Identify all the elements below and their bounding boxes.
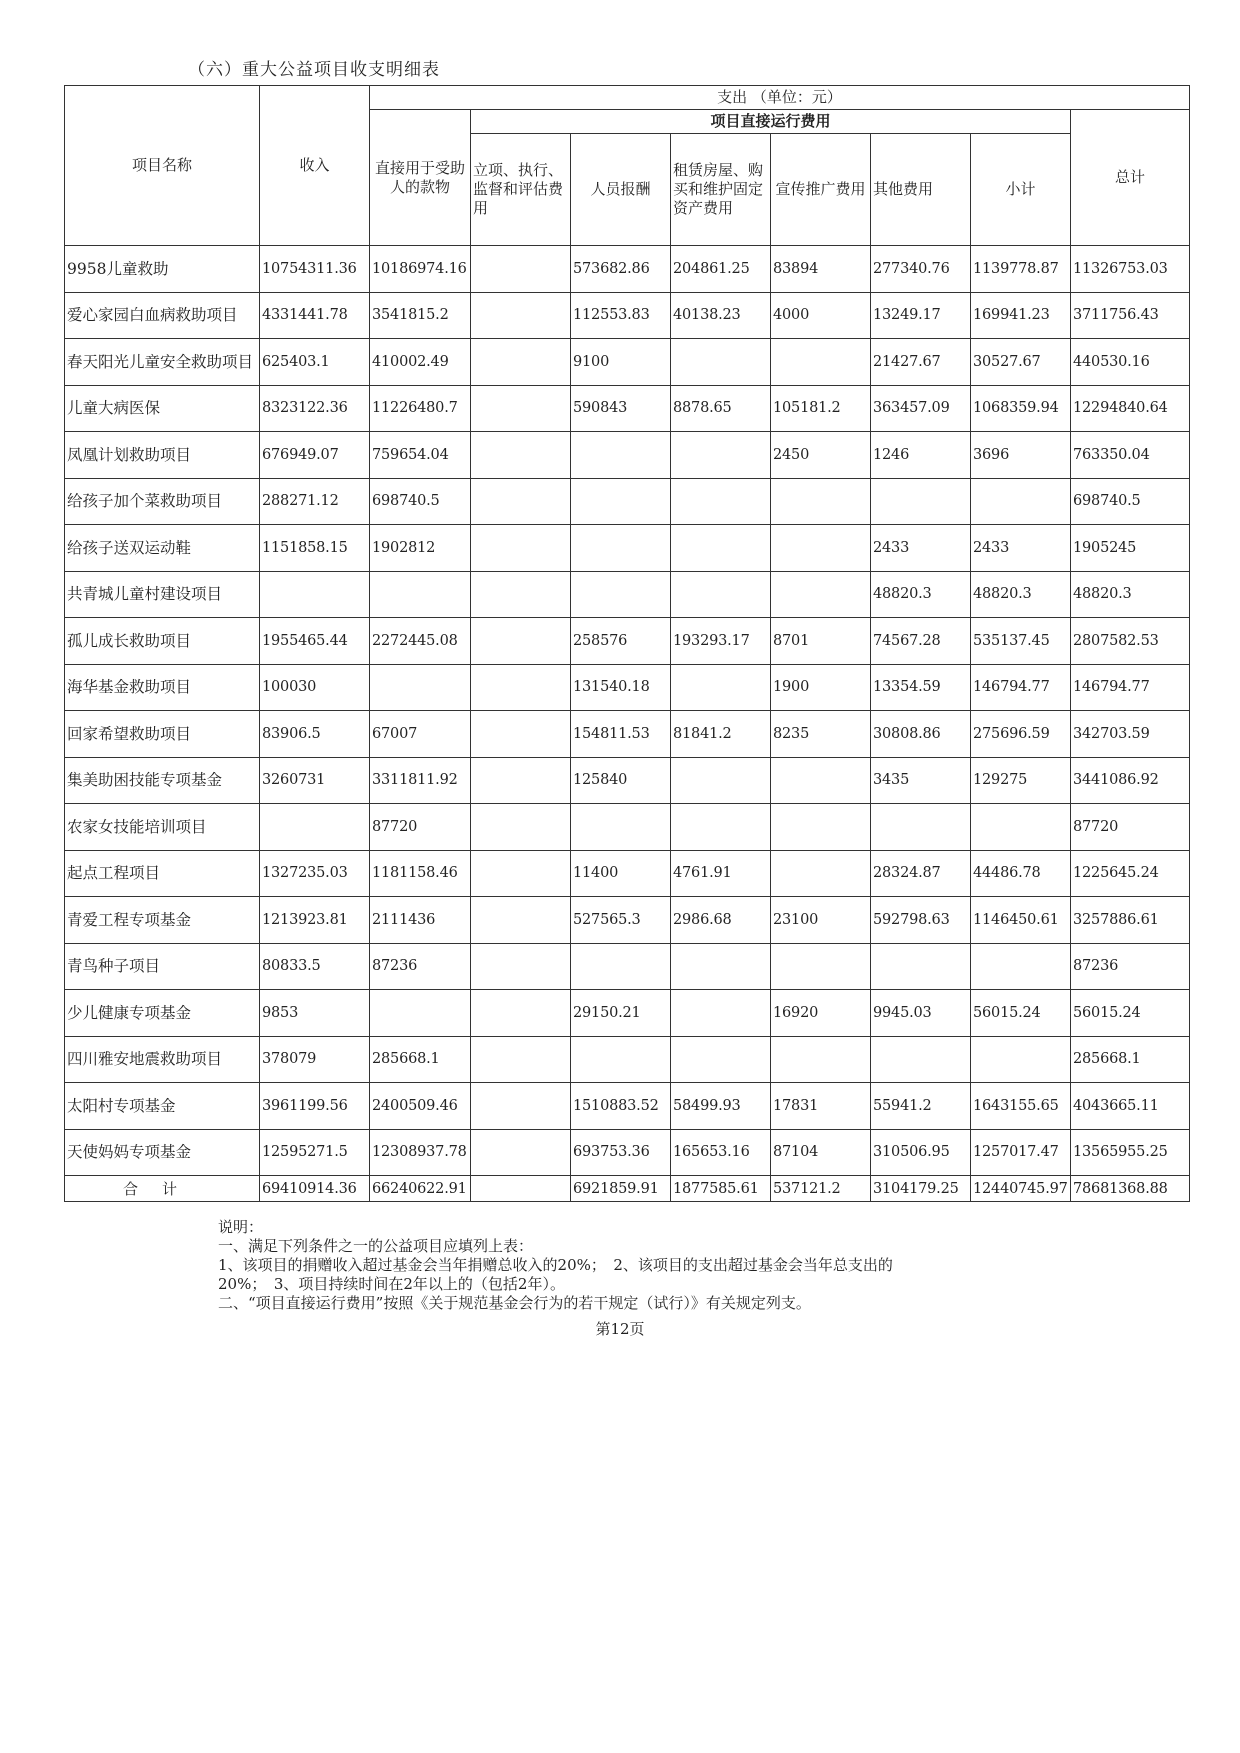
- totals-row: [65, 1176, 1190, 1202]
- eval-cell: [471, 1036, 571, 1083]
- notes-line: 1、该项目的捐赠收入超过基金会当年捐赠总收入的20%； 2、该项目的支出超过基金会当年总支出的: [218, 1256, 893, 1274]
- income-expense-table: [64, 85, 1190, 1202]
- table-row: [65, 432, 1190, 479]
- totals-label: 合计: [65, 1176, 260, 1202]
- project-name-cell: 四川雅安地震救助项目: [65, 1036, 260, 1083]
- eval-cell: [471, 1083, 571, 1130]
- project-name-cell: 凤凰计划救助项目: [65, 432, 260, 479]
- subtotal-cell: 535137.45: [971, 618, 1071, 665]
- income-cell: 1213923.81: [260, 897, 370, 944]
- table-row: [65, 292, 1190, 339]
- promo-cell: [771, 943, 871, 990]
- income-cell: 1327235.03: [260, 850, 370, 897]
- aid-cell: 10186974.16: [370, 246, 471, 293]
- header-total: 总计: [1071, 110, 1190, 246]
- subtotal-cell: 169941.23: [971, 292, 1071, 339]
- aid-cell: 3541815.2: [370, 292, 471, 339]
- other-cell: 30808.86: [871, 711, 971, 758]
- eval-cell: [471, 664, 571, 711]
- other-cell: [871, 1036, 971, 1083]
- total-cell: 3711756.43: [1071, 292, 1190, 339]
- rent-cell: 8878.65: [671, 385, 771, 432]
- notes-line: 二、“项目直接运行费用”按照《关于规范基金会行为的若干规定（试行）》有关规定列支。: [218, 1294, 811, 1312]
- other-cell: 277340.76: [871, 246, 971, 293]
- eval-cell: [471, 850, 571, 897]
- total-cell: 1905245: [1071, 525, 1190, 572]
- table-row: [65, 804, 1190, 851]
- staff-cell: 9100: [571, 339, 671, 386]
- header-other: 其他费用: [871, 134, 971, 246]
- table-row: [65, 943, 1190, 990]
- staff-cell: [571, 432, 671, 479]
- project-name-cell: 起点工程项目: [65, 850, 260, 897]
- rent-cell: [671, 990, 771, 1037]
- rent-cell: 193293.17: [671, 618, 771, 665]
- aid-cell: 2272445.08: [370, 618, 471, 665]
- project-name-cell: 农家女技能培训项目: [65, 804, 260, 851]
- other-cell: 55941.2: [871, 1083, 971, 1130]
- project-name-cell: 9958儿童救助: [65, 246, 260, 293]
- table-row: [65, 850, 1190, 897]
- income-cell: 100030: [260, 664, 370, 711]
- total-cell: 285668.1: [1071, 1036, 1190, 1083]
- aid-cell: 87720: [370, 804, 471, 851]
- other-cell: 13249.17: [871, 292, 971, 339]
- eval-cell: [471, 1129, 571, 1176]
- other-cell: 28324.87: [871, 850, 971, 897]
- total-other-cell: 3104179.25: [871, 1176, 971, 1202]
- eval-cell: [471, 478, 571, 525]
- other-cell: [871, 943, 971, 990]
- rent-cell: 81841.2: [671, 711, 771, 758]
- promo-cell: 83894: [771, 246, 871, 293]
- income-cell: 8323122.36: [260, 385, 370, 432]
- subtotal-cell: [971, 478, 1071, 525]
- table-row: [65, 571, 1190, 618]
- staff-cell: [571, 571, 671, 618]
- rent-cell: 2986.68: [671, 897, 771, 944]
- income-cell: 12595271.5: [260, 1129, 370, 1176]
- total-cell: 3441086.92: [1071, 757, 1190, 804]
- staff-cell: [571, 943, 671, 990]
- header-income: 收入: [260, 86, 370, 246]
- eval-cell: [471, 246, 571, 293]
- promo-cell: 23100: [771, 897, 871, 944]
- income-cell: 378079: [260, 1036, 370, 1083]
- other-cell: 592798.63: [871, 897, 971, 944]
- project-name-cell: 海华基金救助项目: [65, 664, 260, 711]
- eval-cell: [471, 897, 571, 944]
- project-name-cell: 青鸟种子项目: [65, 943, 260, 990]
- eval-cell: [471, 804, 571, 851]
- header-promotion: 宣传推广费用: [771, 134, 871, 246]
- aid-cell: [370, 664, 471, 711]
- project-name-cell: 儿童大病医保: [65, 385, 260, 432]
- table-row: [65, 478, 1190, 525]
- total-cell: 1225645.24: [1071, 850, 1190, 897]
- staff-cell: 573682.86: [571, 246, 671, 293]
- promo-cell: [771, 339, 871, 386]
- notes-line: 20%； 3、项目持续时间在2年以上的（包括2年）。: [218, 1275, 565, 1293]
- aid-cell: 11226480.7: [370, 385, 471, 432]
- other-cell: 13354.59: [871, 664, 971, 711]
- rent-cell: [671, 432, 771, 479]
- staff-cell: [571, 804, 671, 851]
- other-cell: 3435: [871, 757, 971, 804]
- promo-cell: 4000: [771, 292, 871, 339]
- other-cell: 21427.67: [871, 339, 971, 386]
- project-name-cell: 孤儿成长救助项目: [65, 618, 260, 665]
- total-cell: 12294840.64: [1071, 385, 1190, 432]
- header-subtotal: 小计: [971, 134, 1071, 246]
- eval-cell: [471, 757, 571, 804]
- rent-cell: [671, 664, 771, 711]
- total-cell: 342703.59: [1071, 711, 1190, 758]
- project-name-cell: 天使妈妈专项基金: [65, 1129, 260, 1176]
- rent-cell: [671, 571, 771, 618]
- subtotal-cell: 1643155.65: [971, 1083, 1071, 1130]
- staff-cell: 1510883.52: [571, 1083, 671, 1130]
- aid-cell: 87236: [370, 943, 471, 990]
- eval-cell: [471, 385, 571, 432]
- eval-cell: [471, 432, 571, 479]
- total-total-cell: 78681368.88: [1071, 1176, 1190, 1202]
- total-cell: 763350.04: [1071, 432, 1190, 479]
- eval-cell: [471, 339, 571, 386]
- other-cell: [871, 478, 971, 525]
- staff-cell: 154811.53: [571, 711, 671, 758]
- page-number: 第12页: [595, 1320, 645, 1338]
- income-cell: 80833.5: [260, 943, 370, 990]
- income-cell: 3260731: [260, 757, 370, 804]
- other-cell: 363457.09: [871, 385, 971, 432]
- aid-cell: 698740.5: [370, 478, 471, 525]
- income-cell: 676949.07: [260, 432, 370, 479]
- promo-cell: 105181.2: [771, 385, 871, 432]
- subtotal-cell: [971, 943, 1071, 990]
- notes-line: 一、满足下列条件之一的公益项目应填列上表：: [218, 1237, 534, 1255]
- staff-cell: [571, 525, 671, 572]
- aid-cell: 3311811.92: [370, 757, 471, 804]
- eval-cell: [471, 292, 571, 339]
- project-name-cell: 给孩子送双运动鞋: [65, 525, 260, 572]
- promo-cell: 17831: [771, 1083, 871, 1130]
- total-subtotal-cell: 12440745.97: [971, 1176, 1071, 1202]
- total-cell: 48820.3: [1071, 571, 1190, 618]
- table-row: [65, 897, 1190, 944]
- rent-cell: [671, 525, 771, 572]
- income-cell: [260, 571, 370, 618]
- subtotal-cell: 275696.59: [971, 711, 1071, 758]
- subtotal-cell: 1139778.87: [971, 246, 1071, 293]
- table-row: [65, 1129, 1190, 1176]
- promo-cell: [771, 571, 871, 618]
- staff-cell: [571, 1036, 671, 1083]
- staff-cell: 125840: [571, 757, 671, 804]
- rent-cell: [671, 804, 771, 851]
- other-cell: 2433: [871, 525, 971, 572]
- promo-cell: [771, 757, 871, 804]
- total-cell: 2807582.53: [1071, 618, 1190, 665]
- eval-cell: [471, 990, 571, 1037]
- promo-cell: 8701: [771, 618, 871, 665]
- table-row: [65, 246, 1190, 293]
- rent-cell: [671, 943, 771, 990]
- table-row: [65, 757, 1190, 804]
- aid-cell: [370, 990, 471, 1037]
- other-cell: 48820.3: [871, 571, 971, 618]
- table-row: [65, 1083, 1190, 1130]
- income-cell: 9853: [260, 990, 370, 1037]
- eval-cell: [471, 571, 571, 618]
- aid-cell: 1181158.46: [370, 850, 471, 897]
- subtotal-cell: 44486.78: [971, 850, 1071, 897]
- table-row: [65, 1036, 1190, 1083]
- other-cell: 9945.03: [871, 990, 971, 1037]
- aid-cell: 2111436: [370, 897, 471, 944]
- table-row: [65, 618, 1190, 665]
- total-staff-cell: 6921859.91: [571, 1176, 671, 1202]
- staff-cell: [571, 478, 671, 525]
- aid-cell: 285668.1: [370, 1036, 471, 1083]
- subtotal-cell: 48820.3: [971, 571, 1071, 618]
- staff-cell: 11400: [571, 850, 671, 897]
- staff-cell: 131540.18: [571, 664, 671, 711]
- rent-cell: 58499.93: [671, 1083, 771, 1130]
- promo-cell: [771, 525, 871, 572]
- total-rent-cell: 1877585.61: [671, 1176, 771, 1202]
- project-name-cell: 共青城儿童村建设项目: [65, 571, 260, 618]
- rent-cell: 165653.16: [671, 1129, 771, 1176]
- rent-cell: [671, 478, 771, 525]
- rent-cell: 4761.91: [671, 850, 771, 897]
- rent-cell: [671, 1036, 771, 1083]
- notes-line: 说明：: [218, 1218, 264, 1236]
- table-body: [65, 246, 1190, 1202]
- aid-cell: 1902812: [370, 525, 471, 572]
- promo-cell: [771, 1036, 871, 1083]
- notes: [218, 1218, 1138, 1313]
- aid-cell: 759654.04: [370, 432, 471, 479]
- promo-cell: [771, 850, 871, 897]
- header-name: 项目名称: [65, 86, 260, 246]
- aid-cell: [370, 571, 471, 618]
- rent-cell: [671, 757, 771, 804]
- total-cell: 698740.5: [1071, 478, 1190, 525]
- table-row: [65, 525, 1190, 572]
- subtotal-cell: 2433: [971, 525, 1071, 572]
- promo-cell: 1900: [771, 664, 871, 711]
- total-income-cell: 69410914.36: [260, 1176, 370, 1202]
- total-cell: 146794.77: [1071, 664, 1190, 711]
- subtotal-cell: 1257017.47: [971, 1129, 1071, 1176]
- promo-cell: [771, 804, 871, 851]
- header-expense: 支出 （单位：元）: [370, 86, 1190, 110]
- subtotal-cell: 3696: [971, 432, 1071, 479]
- total-cell: 3257886.61: [1071, 897, 1190, 944]
- project-name-cell: 爱心家园白血病救助项目: [65, 292, 260, 339]
- income-cell: 1955465.44: [260, 618, 370, 665]
- aid-cell: 2400509.46: [370, 1083, 471, 1130]
- table-title: （六）重大公益项目收支明细表: [188, 60, 440, 80]
- promo-cell: 8235: [771, 711, 871, 758]
- total-promo-cell: 537121.2: [771, 1176, 871, 1202]
- eval-cell: [471, 943, 571, 990]
- subtotal-cell: [971, 1036, 1071, 1083]
- other-cell: 74567.28: [871, 618, 971, 665]
- total-cell: 56015.24: [1071, 990, 1190, 1037]
- income-cell: 3961199.56: [260, 1083, 370, 1130]
- table-row: [65, 990, 1190, 1037]
- eval-cell: [471, 711, 571, 758]
- eval-cell: [471, 618, 571, 665]
- total-cell: 440530.16: [1071, 339, 1190, 386]
- promo-cell: 16920: [771, 990, 871, 1037]
- project-name-cell: 春天阳光儿童安全救助项目: [65, 339, 260, 386]
- staff-cell: 112553.83: [571, 292, 671, 339]
- rent-cell: 204861.25: [671, 246, 771, 293]
- promo-cell: 87104: [771, 1129, 871, 1176]
- header-project-eval: 立项、执行、监督和评估费用: [471, 134, 571, 246]
- total-cell: 4043665.11: [1071, 1083, 1190, 1130]
- project-name-cell: 太阳村专项基金: [65, 1083, 260, 1130]
- aid-cell: 12308937.78: [370, 1129, 471, 1176]
- staff-cell: 29150.21: [571, 990, 671, 1037]
- project-name-cell: 集美助困技能专项基金: [65, 757, 260, 804]
- income-cell: 288271.12: [260, 478, 370, 525]
- staff-cell: 527565.3: [571, 897, 671, 944]
- total-cell: 87236: [1071, 943, 1190, 990]
- project-name-cell: 回家希望救助项目: [65, 711, 260, 758]
- table-row: [65, 711, 1190, 758]
- staff-cell: 590843: [571, 385, 671, 432]
- income-cell: 83906.5: [260, 711, 370, 758]
- promo-cell: [771, 478, 871, 525]
- total-cell: 87720: [1071, 804, 1190, 851]
- other-cell: 310506.95: [871, 1129, 971, 1176]
- income-cell: 1151858.15: [260, 525, 370, 572]
- header-direct-costs: 项目直接运行费用: [471, 110, 1071, 134]
- total-eval-cell: [471, 1176, 571, 1202]
- other-cell: 1246: [871, 432, 971, 479]
- aid-cell: 67007: [370, 711, 471, 758]
- income-cell: [260, 804, 370, 851]
- project-name-cell: 给孩子加个菜救助项目: [65, 478, 260, 525]
- header-direct-aid: 直接用于受助人的款物: [370, 110, 471, 246]
- subtotal-cell: 146794.77: [971, 664, 1071, 711]
- header-personnel: 人员报酬: [571, 134, 671, 246]
- subtotal-cell: 129275: [971, 757, 1071, 804]
- staff-cell: 258576: [571, 618, 671, 665]
- total-cell: 13565955.25: [1071, 1129, 1190, 1176]
- eval-cell: [471, 525, 571, 572]
- project-name-cell: 青爱工程专项基金: [65, 897, 260, 944]
- subtotal-cell: 30527.67: [971, 339, 1071, 386]
- aid-cell: 410002.49: [370, 339, 471, 386]
- income-cell: 4331441.78: [260, 292, 370, 339]
- subtotal-cell: 1146450.61: [971, 897, 1071, 944]
- other-cell: [871, 804, 971, 851]
- subtotal-cell: [971, 804, 1071, 851]
- rent-cell: 40138.23: [671, 292, 771, 339]
- project-name-cell: 少儿健康专项基金: [65, 990, 260, 1037]
- header-rent: 租赁房屋、购买和维护固定资产费用: [671, 134, 771, 246]
- income-cell: 625403.1: [260, 339, 370, 386]
- total-aid-cell: 66240622.91: [370, 1176, 471, 1202]
- table-row: [65, 339, 1190, 386]
- rent-cell: [671, 339, 771, 386]
- staff-cell: 693753.36: [571, 1129, 671, 1176]
- promo-cell: 2450: [771, 432, 871, 479]
- total-cell: 11326753.03: [1071, 246, 1190, 293]
- table-row: [65, 664, 1190, 711]
- income-cell: 10754311.36: [260, 246, 370, 293]
- subtotal-cell: 56015.24: [971, 990, 1071, 1037]
- subtotal-cell: 1068359.94: [971, 385, 1071, 432]
- table-row: [65, 385, 1190, 432]
